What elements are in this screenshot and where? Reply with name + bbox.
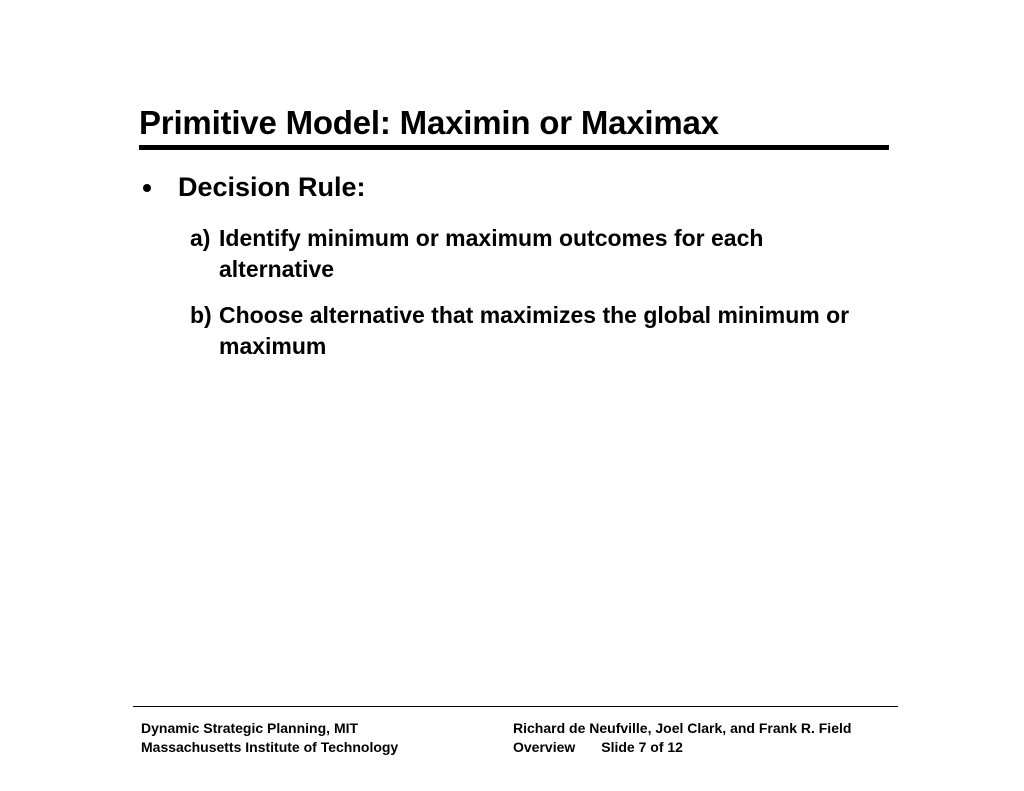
title-underline [139, 145, 889, 150]
footer-divider [133, 706, 898, 707]
footer-institution: Massachusetts Institute of Technology [141, 739, 399, 755]
footer-left [141, 719, 398, 757]
sub-item-marker: a) [190, 225, 211, 251]
footer-slide-info [513, 738, 851, 757]
bullet-decision-rule: Decision Rule: [178, 172, 366, 202]
footer-section: Overview [513, 739, 576, 755]
bullet-dot [143, 184, 151, 192]
sub-item-text: Identify minimum or maximum outcomes for each alternative [219, 225, 764, 282]
footer-course: Dynamic Strategic Planning, MIT [141, 720, 359, 736]
sub-item-marker: b) [190, 302, 212, 328]
footer-authors: Richard de Neufville, Joel Clark, and Frank R. Field [513, 720, 852, 736]
sub-item-text: Choose alternative that maximizes the global minimum or maximum [219, 302, 850, 359]
slide-title: Primitive Model: Maximin or Maximax [139, 104, 719, 141]
footer-right [513, 719, 851, 757]
footer-slide-number: Slide 7 of 12 [601, 739, 683, 755]
